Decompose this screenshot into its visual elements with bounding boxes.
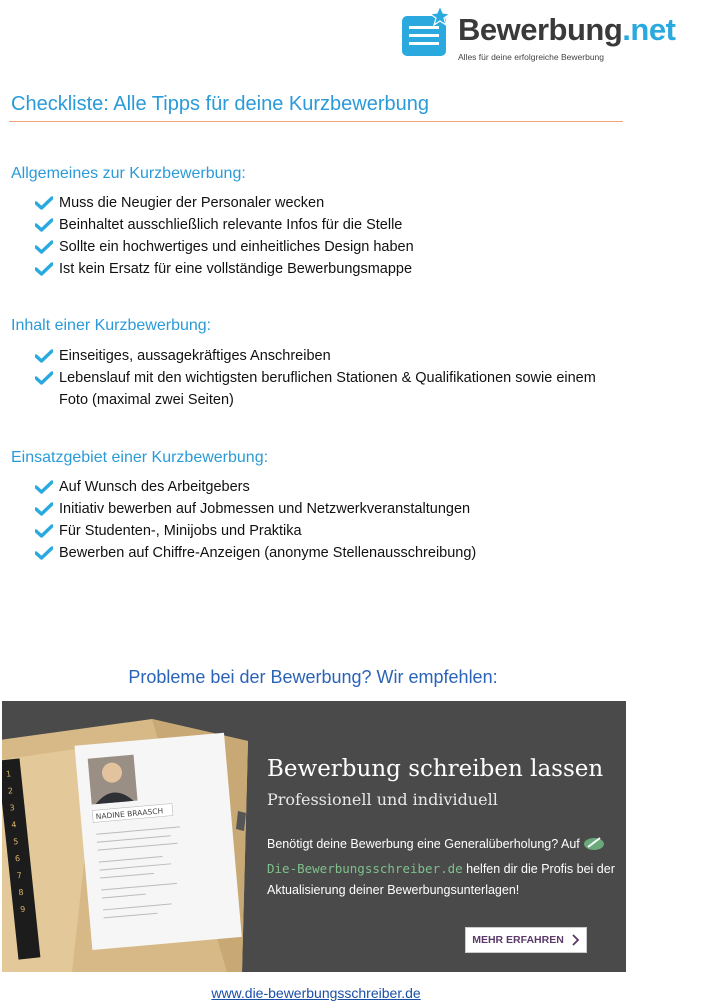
page-title: Checkliste: Alle Tipps für deine Kurzbewerbung xyxy=(11,93,430,115)
application-folder-illustration xyxy=(2,701,252,972)
paper-name: NADINE BRAASCH xyxy=(95,806,164,822)
svg-text:3: 3 xyxy=(9,803,16,813)
list-item: Lebenslauf mit den wichtigsten beruflichen Stationen & Qualifikationen sowie einem Foto (maximal zwei Seiten) xyxy=(35,367,625,411)
logo-tagline: Alles für deine erfolgreiche Bewerbung xyxy=(458,52,605,62)
svg-text:5: 5 xyxy=(12,837,19,847)
list-item: Für Studenten-, Minijobs und Praktika xyxy=(35,520,625,542)
svg-text:2: 2 xyxy=(7,786,14,796)
section-heading-general: Allgemeines zur Kurzbewerbung: xyxy=(11,165,246,182)
svg-text:7: 7 xyxy=(16,870,23,881)
checkmark-icon xyxy=(35,196,53,210)
list-item: Einseitiges, aussagekräftiges Anschreiben xyxy=(35,345,625,367)
checkmark-icon xyxy=(35,480,53,494)
logo-wordmark: Bewerbung.net xyxy=(458,12,676,47)
promo-banner[interactable] xyxy=(2,701,626,972)
title-divider xyxy=(9,121,623,122)
list-item: Ist kein Ersatz für eine vollständige Bewerbungsmappe xyxy=(35,258,625,280)
banner-text: Benötigt deine Bewerbung eine Generalüberholung? AufDie-Bewerbungsschreiber.de helfen dir die Profis bei der Aktualisierung deiner Bewerbungsunterlagen! xyxy=(267,837,615,897)
svg-text:8: 8 xyxy=(18,887,25,898)
quill-logo-icon xyxy=(583,835,605,858)
section-heading-usage: Einsatzgebiet einer Kurzbewerbung: xyxy=(11,449,269,466)
section-heading-content: Inhalt einer Kurzbewerbung: xyxy=(11,317,212,334)
svg-text:9: 9 xyxy=(19,904,26,915)
list-item: Sollte ein hochwertiges und einheitliches Design haben xyxy=(35,236,625,258)
site-logo[interactable] xyxy=(400,4,706,68)
checkmark-icon xyxy=(35,349,53,363)
list-item: Muss die Neugier der Personaler wecken xyxy=(35,192,625,214)
list-item: Initiativ bewerben auf Jobmessen und Netzwerkveranstaltungen xyxy=(35,498,625,520)
checkmark-icon xyxy=(35,524,53,538)
svg-text:6: 6 xyxy=(14,853,21,864)
checklist-usage xyxy=(35,476,625,564)
chevron-right-icon xyxy=(572,934,580,946)
checkmark-icon xyxy=(35,262,53,276)
footer-link[interactable]: www.die-bewerbungsschreiber.de xyxy=(211,985,421,1001)
checklist-general xyxy=(35,192,625,280)
svg-text:4: 4 xyxy=(10,820,17,830)
checkmark-icon xyxy=(35,371,53,385)
svg-text:1: 1 xyxy=(5,769,12,779)
checkmark-icon xyxy=(35,240,53,254)
list-item: Bewerben auf Chiffre-Anzeigen (anonyme Stellenausschreibung) xyxy=(35,542,625,564)
list-item: Auf Wunsch des Arbeitgebers xyxy=(35,476,625,498)
checkmark-icon xyxy=(35,502,53,516)
list-item: Beinhaltet ausschließlich relevante Infos für die Stelle xyxy=(35,214,625,236)
checkmark-icon xyxy=(35,218,53,232)
recommendation-heading: Probleme bei der Bewerbung? Wir empfehlen: xyxy=(128,667,498,687)
banner-subtitle: Professionell und individuell xyxy=(267,790,498,809)
brand-name: Die-Bewerbungsschreiber.de xyxy=(267,861,463,876)
checklist-content xyxy=(35,345,625,411)
banner-title: Bewerbung schreiben lassen xyxy=(267,756,604,782)
document-logo-icon xyxy=(400,6,454,58)
learn-more-button[interactable]: MEHR ERFAHREN xyxy=(465,927,587,953)
checkmark-icon xyxy=(35,546,53,560)
